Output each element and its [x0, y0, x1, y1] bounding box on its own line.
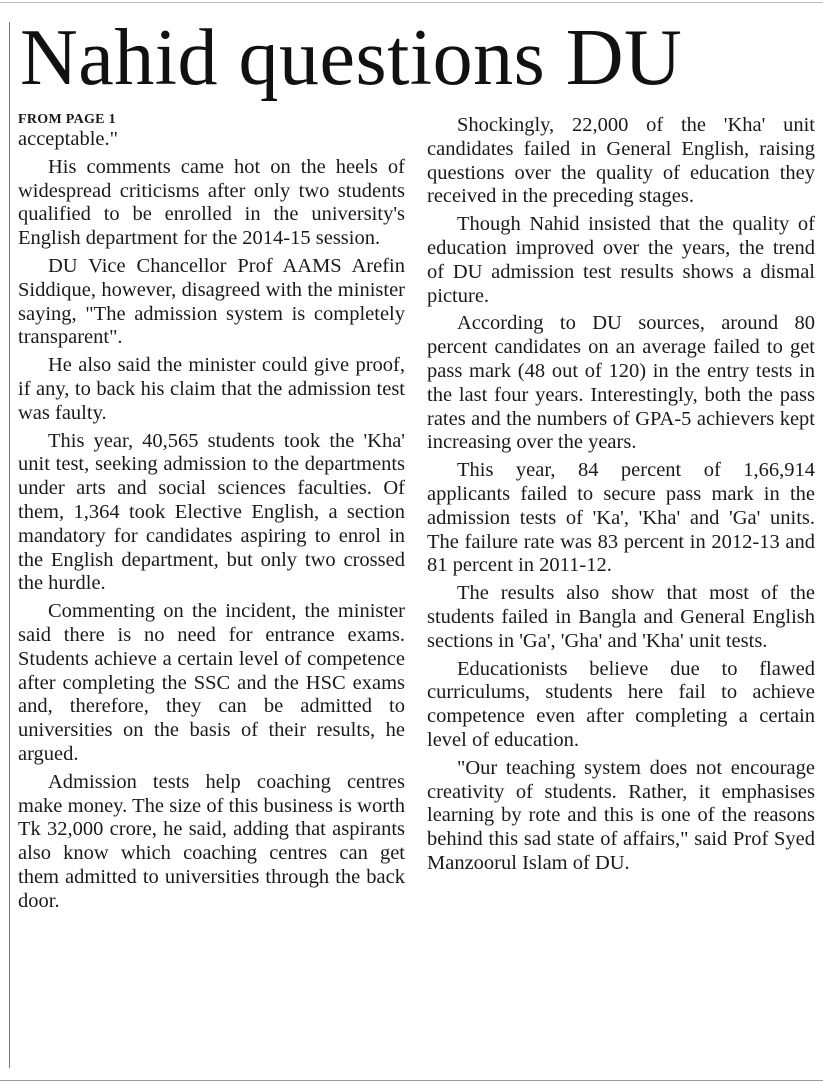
paragraph: Though Nahid insisted that the quality of education improved over the years, the trend of DU admission test results shows a dismal picture.: [427, 213, 815, 307]
paragraph: Educationists believe due to flawed curriculums, students here fail to achieve competence even after completing a certain level of education.: [427, 657, 815, 751]
right-column: [427, 114, 815, 880]
top-border-rule: [0, 2, 823, 3]
paragraph: He also said the minister could give proof, if any, to back his claim that the admission test was faulty.: [18, 354, 405, 424]
paragraph: acceptable.": [18, 128, 118, 150]
paragraph: Commenting on the incident, the minister said there is no need for entrance exams. Students achieve a certain level of competence after completing the SSC and the HSC exams and, therefore, they can be admitted to universities on the basis of their results, he argued.: [18, 600, 405, 765]
paragraph: This year, 40,565 students took the 'Kha' unit test, seeking admission to the departments under arts and social sciences faculties. Of them, 1,364 took Elective English, a section mandatory for candidates aspiring to enrol in the English department, but only two crossed the hurdle.: [18, 429, 405, 595]
paragraph: "Our teaching system does not encourage creativity of students. Rather, it emphasises learning by rote and this is one of the reasons behind this sad state of affairs," said Prof Syed Manzoorul Islam of DU.: [427, 756, 815, 874]
bottom-border-rule: [0, 1080, 823, 1081]
paragraph: Admission tests help coaching centres make money. The size of this business is worth Tk 32,000 crore, he said, adding that aspirants also know which coaching centres can get them admitted to universities through the back door.: [18, 770, 405, 912]
paragraph: Shockingly, 22,000 of the 'Kha' unit candidates failed in General English, raising questions over the quality of education they received in the preceding stages.: [427, 114, 815, 208]
headline: Nahid questions DU: [20, 14, 683, 102]
left-column: [18, 110, 405, 918]
paragraph: This year, 84 percent of 1,66,914 applicants failed to secure pass mark in the admission tests of 'Ka', 'Kha' and 'Ga' units. The failure rate was 83 percent in 2012-13 and 81 percent in 2011-12.: [427, 459, 815, 577]
paragraph: DU Vice Chancellor Prof AAMS Arefin Siddique, however, disagreed with the minister saying, "The admission system is completely transparent".: [18, 254, 405, 349]
paragraph: The results also show that most of the students failed in Bangla and General English sections in 'Ga', 'Gha' and 'Kha' unit tests.: [427, 582, 815, 652]
paragraph: His comments came hot on the heels of widespread criticisms after only two students qualified to be enrolled in the university's English department for the 2014-15 session.: [18, 155, 405, 250]
left-column-rule: [9, 22, 10, 1068]
paragraph: According to DU sources, around 80 percent candidates on an average failed to get pass mark (48 out of 120) in the entry tests in the last four years. Interestingly, both the pass rates and the numbers of GPA-5 achievers kept increasing over the years.: [427, 312, 815, 454]
continuation-kicker: FROM PAGE 1: [18, 112, 116, 127]
